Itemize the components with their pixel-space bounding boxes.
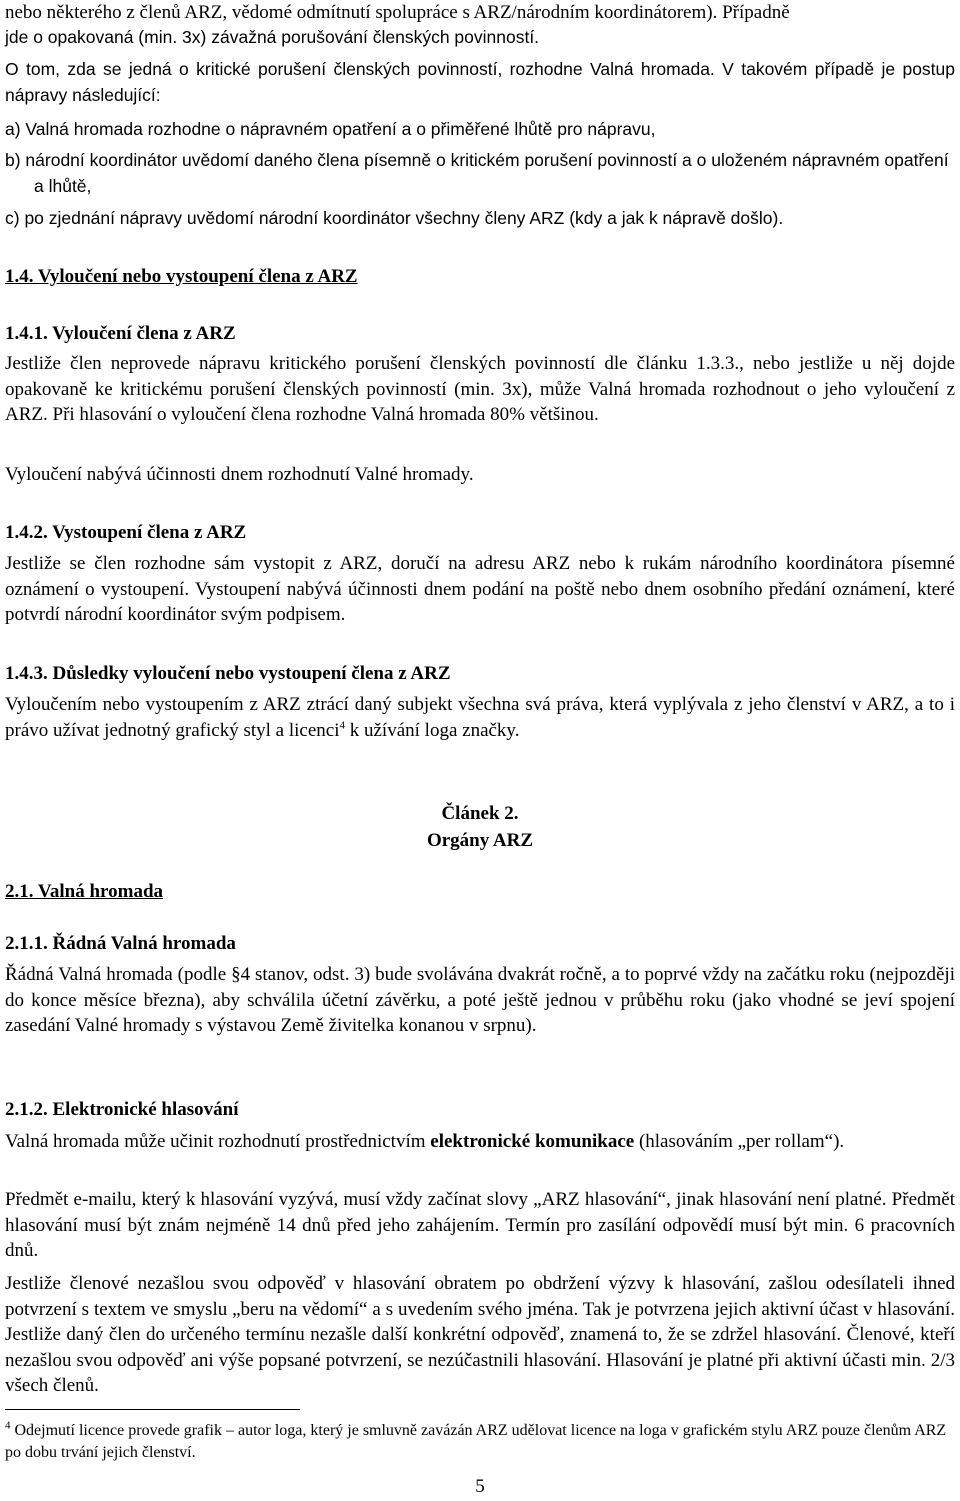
footnote (5, 1420, 955, 1464)
paragraph: Jestliže člen neprovede nápravu kritického porušení členských povinností dle článku 1.3.3., nebo jestliže u něj dojde opakovaně ke kritickému porušení členských povinností (min. 3x), může Valná hromada rozhodnout o jeho vyloučení z ARZ. Při hlasování o vyloučení člena rozhodne Valná hromada 80% většinou. (5, 353, 955, 425)
list-item: b) národní koordinátor uvědomí daného člena písemně o kritickém porušení povinností a o uloženém nápravném opatření a lhůtě, (5, 150, 949, 196)
list-item: a) Valná hromada rozhodne o nápravném opatření a o přiměřené lhůtě pro nápravu, (5, 119, 656, 139)
subsection-heading: 1.4.3. Důsledky vyloučení nebo vystoupení člena z ARZ (5, 663, 451, 684)
paragraph: Vyloučení nabývá účinnosti dnem rozhodnutí Valné hromady. (5, 464, 474, 485)
paragraph: Řádná Valná hromada (podle §4 stanov, odst. 3) bude svolávána dvakrát ročně, a to poprvé vždy na začátku roku (nejpozději do konce měsíce března), aby schválila účetní závěrku, a poté ještě jednou v průběhu roku (jako vhodné se jeví spojení zasedání Valné hromady s výstavou Země živitelka konanou v srpnu). (5, 964, 955, 1036)
subsection-heading: 1.4.2. Vystoupení člena z ARZ (5, 522, 247, 543)
footnote-marker: 4 (5, 1419, 11, 1432)
footnote-reference: 4 (339, 719, 345, 732)
page-number: 5 (475, 1476, 485, 1497)
footnote-separator (5, 1409, 300, 1410)
paragraph (5, 1129, 955, 1155)
paragraph: O tom, zda se jedná o kritické porušení členských povinností, rozhodne Valná hromada. V takovém případě je postup nápravy následující: (5, 59, 955, 105)
text-line: jde o opakovaná (min. 3x) závažná porušování členských povinností. (5, 27, 540, 47)
footnote-text: Odejmutí licence provede grafik – autor loga, který je smluvně zavázán ARZ udělovat licence na loga v grafickém stylu ARZ pouze členům ARZ po dobu trvání jejich členství. (5, 1422, 947, 1461)
subsection-heading: 2.1.1. Řádná Valná hromada (5, 933, 236, 954)
subsection-heading: 2.1.2. Elektronické hlasování (5, 1099, 239, 1120)
paragraph (5, 692, 955, 743)
article-title: Orgány ARZ (426, 830, 534, 851)
subsection-heading: 1.4.1. Vyloučení člena z ARZ (5, 323, 236, 344)
section-heading: 2.1. Valná hromada (5, 881, 164, 902)
paragraph-text: Vyloučením nebo vystoupením z ARZ ztrácí daný subjekt všechna svá práva, která vyplývala z jeho členství v ARZ, a to i právo užívat jednotný grafický styl a licenci (5, 694, 955, 741)
text-line: nebo některého z členů ARZ, vědomé odmítnutí spolupráce s ARZ/národním koordinátorem). Případně (5, 2, 790, 23)
paragraph-text: Valná hromada může učinit rozhodnutí prostřednictvím (5, 1131, 431, 1152)
paragraph: Předmět e-mailu, který k hlasování vyzývá, musí vždy začínat slovy „ARZ hlasování“, jinak hlasování není platné. Předmět hlasování musí být znám nejméně 14 dnů před jeho zahájením. Termín pro zasílání odpovědí musí být min. 6 pracovních dnů. (5, 1189, 955, 1261)
emphasized-text: elektronické komunikace (430, 1131, 635, 1152)
list-item: c) po zjednání nápravy uvědomí národní koordinátor všechny členy ARZ (kdy a jak k nápravě došlo). (5, 208, 784, 228)
section-heading: 1.4. Vyloučení nebo vystoupení člena z ARZ (5, 266, 358, 287)
article-number: Článek 2. (441, 803, 519, 824)
paragraph-text: (hlasováním „per rollam“). (634, 1131, 845, 1152)
paragraph: Jestliže se člen rozhodne sám vystopit z ARZ, doručí na adresu ARZ nebo k rukám národního koordinátora písemné oznámení o vystoupení. Vystoupení nabývá účinnosti dnem podání na poště nebo dnem osobního předání oznámení, které potvrdí národní koordinátor svým podpisem. (5, 553, 955, 625)
paragraph-text: k užívání loga značky. (345, 719, 520, 741)
paragraph: Jestliže členové nezašlou svou odpověď v hlasování obratem po obdržení výzvy k hlasování, zašlou odesílateli ihned potvrzení s textem ve smyslu „beru na vědomí“ a s uvedením svého jména. Tak je potvrzena jejich aktivní účast v hlasování. Jestliže daný člen do určeného termínu nezašle další konkrétní odpověď, znamená to, že se zdržel hlasování. Členové, kteří nezašlou svou odpověď ani výše popsané potvrzení, se nezúčastnili hlasování. Hlasování je platné při aktivní účasti min. 2/3 všech členů. (5, 1273, 955, 1396)
